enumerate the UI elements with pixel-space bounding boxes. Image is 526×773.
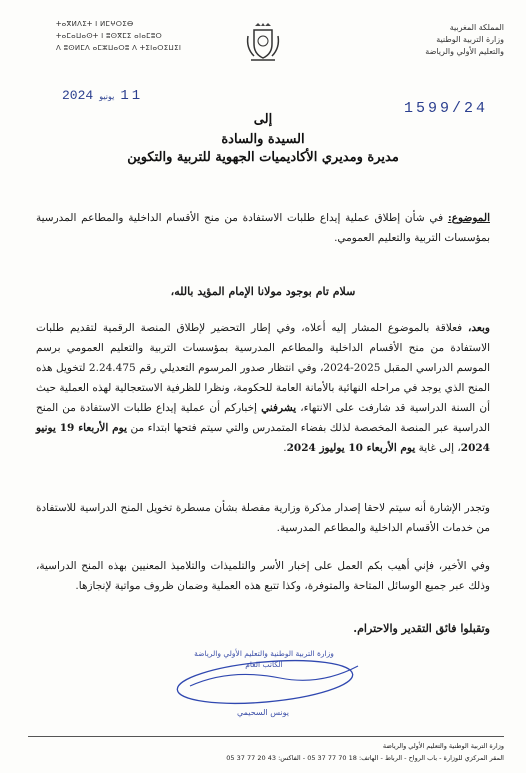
header-arabic-line: والتعليم الأولي والرياضة xyxy=(425,47,504,56)
coat-of-arms-icon xyxy=(245,22,281,64)
signer-name: يونس السحيمي xyxy=(237,708,289,717)
subject-label: الموضوع: xyxy=(447,212,490,224)
greeting: سلام تام بوجود مولانا الإمام المؤيد بالله، xyxy=(170,285,356,298)
header-tifinagh xyxy=(56,18,236,54)
date-stamp xyxy=(62,88,143,104)
header-arabic xyxy=(324,22,504,58)
header-arabic-line: وزارة التربية الوطنية xyxy=(436,35,504,44)
signature-icon xyxy=(170,652,370,708)
stamp-line: وزارة التربية الوطنية والتعليم الأولي والرياضة xyxy=(194,649,334,658)
footer-line: المقر المركزي للوزارة - باب الرواح - الرباط - الهاتف: 18 70 77 37 05 - الفاكس: 43 20 77 37 05 xyxy=(226,754,504,762)
closing-line: وتقبلوا فائق التقدير والاحترام. xyxy=(353,622,490,635)
paragraph-1 xyxy=(36,318,490,458)
start-date: يوم الأربعاء 19 يونيو 2024 xyxy=(36,422,490,454)
paragraph-text: إخباركم أن عملية إيداع طلبات الاستفادة من المنح الدراسية عبر المنصة المخصصة لذلك بفضاء المتمدرس والتي سيتم فتحها ابتداء من xyxy=(36,402,490,434)
addressee-to: إلى xyxy=(253,112,273,127)
paragraph-bold: يشرفني xyxy=(261,402,297,414)
header-tifinagh-line: ⵜⴰⴳⵍⴷⵉⵜ ⵏ ⵍⵎⵖⵔⵉⴱ xyxy=(56,20,134,28)
header-tifinagh-line: ⵜⴰⵎⴰⵡⴰⵙⵜ ⵏ ⵓⵙⴳⵎⵉ ⴰⵏⴰⵎⵓⵔ xyxy=(56,32,163,40)
header-tifinagh-line: ⴷ ⵓⵙⵍⵎⴷ ⴰⵎⵣⵡⴰⵔⵓ ⴷ ⵜⵉⵏⴰⵔⵉⵡⵉⵏ xyxy=(56,44,182,52)
date-month: يونيو xyxy=(99,92,115,101)
header-arabic-line: المملكة المغربية xyxy=(449,23,504,32)
paragraph-lead: وبعد، xyxy=(468,322,490,334)
stamp-line: الكاتب العام xyxy=(245,660,283,669)
end-date: يوم الأربعاء 10 يوليوز 2024 xyxy=(286,442,416,454)
date-year: 2024 xyxy=(62,88,94,103)
footer-line: وزارة التربية الوطنية والتعليم الأولي والرياضة xyxy=(382,742,504,750)
addressee-title: السيدة والسادة xyxy=(221,132,305,147)
subject-line xyxy=(36,208,490,248)
addressee-body: مديرة ومديري الأكاديميات الجهوية للتربية والتكوين xyxy=(127,150,399,165)
paragraph-2: وتجدر الإشارة أنه سيتم لاحقا إصدار مذكرة وزارية مفصلة بشأن مسطرة تخويل المنح الدراسية للاستفادة من خدمات الأقسام الداخلية والمطاعم المدرسية. xyxy=(36,502,490,534)
letter-footer xyxy=(28,736,504,764)
paragraph-text: . xyxy=(283,442,287,454)
reference-number: 1599/24 xyxy=(404,100,489,117)
date-day: 11 xyxy=(120,88,144,104)
paragraph-text: ، إلى غاية xyxy=(415,442,461,454)
paragraph-text: فعلاقة بالموضوع المشار إليه أعلاه، وفي إطار التحضير لإطلاق المنصة الرقمية لتقديم طلبات الاستفادة من منح الأقسام الداخلية والمطاعم المدرسية بمؤسسات التربية والتعليم العمومي برسم الموسم الدراسي المقبل 2025-2024، وفي انتظار صدور المرسوم التعديلي رقم 2.24.475 لتخويل هذه المنح الذي يوجد في مراحله النهائية بالأمانة العامة للحكومة، ونظرا للظرفية الاستعجالية لهذه العملية حيث أن السنة الدراسية قد شارفت على الانتهاء، xyxy=(36,322,490,414)
subject-text: في شأن إطلاق عملية إيداع طلبات الاستفادة من منح الأقسام الداخلية والمطاعم المدرسية بمؤسسات التربية والتعليم العمومي. xyxy=(36,212,490,244)
paragraph-3: وفي الأخير، فإني أهيب بكم العمل على إخبار الأسر والتلميذات والتلاميذ المعنيين بهذه المنح الدراسية، وذلك عبر جميع الوسائل المتاحة والمتوفرة، وكذا تتبع هذه العملية وضمان ظروف مواتية لإنجازها. xyxy=(36,560,490,592)
